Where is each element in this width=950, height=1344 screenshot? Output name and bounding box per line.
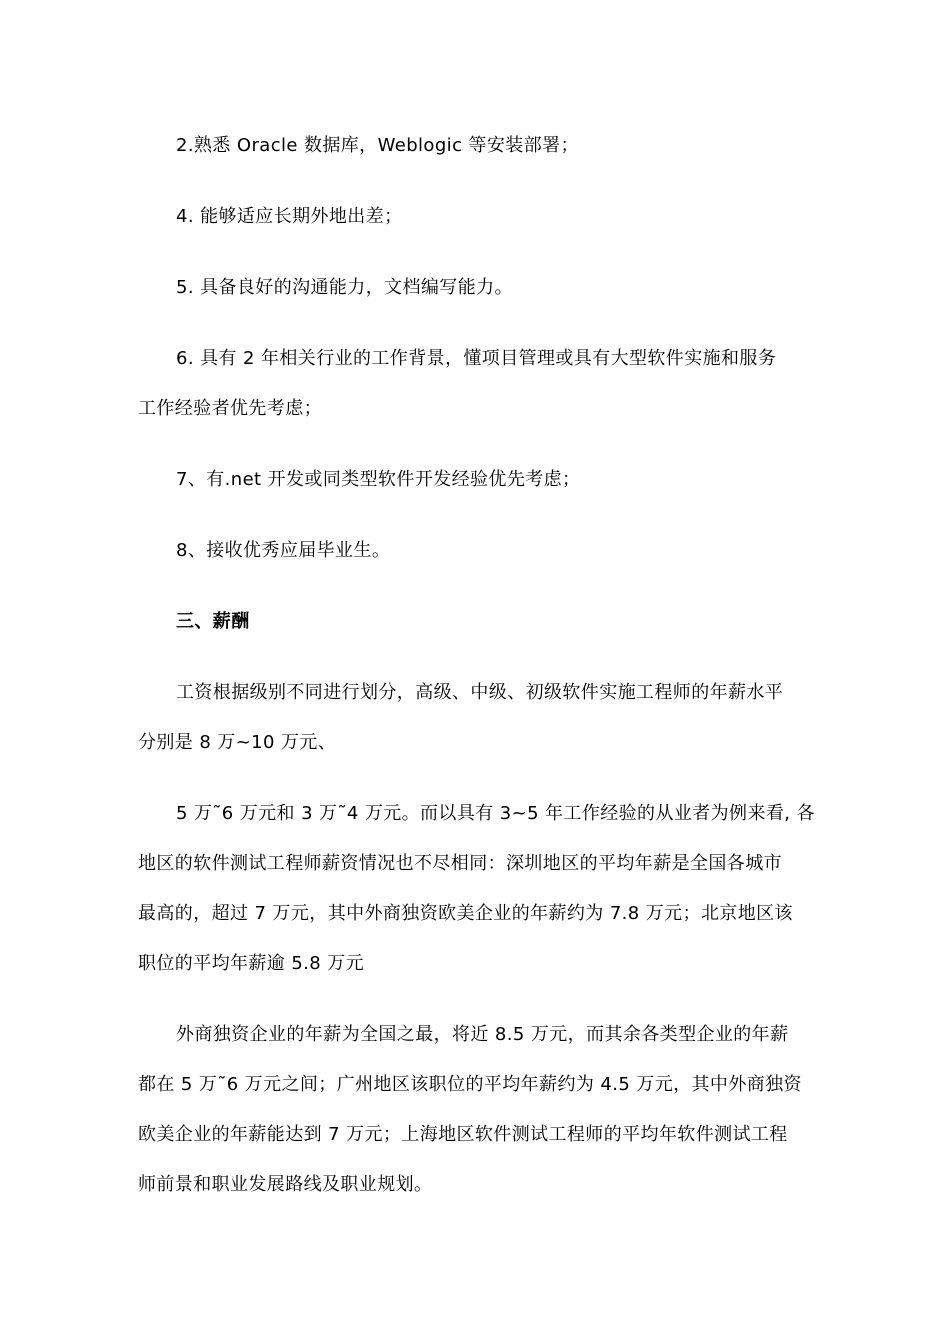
requirement-5: 5. 具备良好的沟通能力，文档编写能力。 xyxy=(176,277,513,298)
salary-paragraph-1-line2: 分别是 8 万~10 万元、 xyxy=(138,732,337,753)
salary-paragraph-2-line4: 职位的平均年薪逾 5.8 万元 xyxy=(138,953,365,974)
salary-paragraph-3-line4: 师前景和职业发展路线及职业规划。 xyxy=(138,1174,433,1195)
salary-paragraph-3-line1: 外商独资企业的年薪为全国之最，将近 8.5 万元，而其余各类型企业的年薪 xyxy=(176,1024,789,1045)
salary-paragraph-1-line1: 工资根据级别不同进行划分，高级、中级、初级软件实施工程师的年薪水平 xyxy=(176,682,784,703)
salary-paragraph-3-line3: 欧美企业的年薪能达到 7 万元；上海地区软件测试工程师的平均年软件测试工程 xyxy=(138,1124,788,1145)
salary-paragraph-3-line2: 都在 5 万˜6 万元之间；广州地区该职位的平均年薪约为 4.5 万元，其中外商独资 xyxy=(138,1074,802,1095)
requirement-6-line2: 工作经验者优先考虑； xyxy=(138,398,322,419)
salary-paragraph-2-line3: 最高的，超过 7 万元，其中外商独资欧美企业的年薪约为 7.8 万元；北京地区该 xyxy=(138,903,793,924)
requirement-8: 8、接收优秀应届毕业生。 xyxy=(176,540,391,561)
requirement-4: 4. 能够适应长期外地出差； xyxy=(176,206,403,227)
requirement-7: 7、有.net 开发或同类型软件开发经验优先考虑； xyxy=(176,469,581,490)
salary-paragraph-2-line2: 地区的软件测试工程师薪资情况也不尽相同：深圳地区的平均年薪是全国各城市 xyxy=(138,853,782,874)
salary-paragraph-2-line1: 5 万˜6 万元和 3 万˜4 万元。而以具有 3~5 年工作经验的从业者为例来看, 各 xyxy=(176,803,815,824)
requirement-2: 2.熟悉 Oracle 数据库，Weblogic 等安装部署； xyxy=(176,135,579,156)
requirement-6-line1: 6. 具有 2 年相关行业的工作背景，懂项目管理或具有大型软件实施和服务 xyxy=(176,348,777,369)
section-heading-salary: 三、薪酬 xyxy=(176,611,250,632)
